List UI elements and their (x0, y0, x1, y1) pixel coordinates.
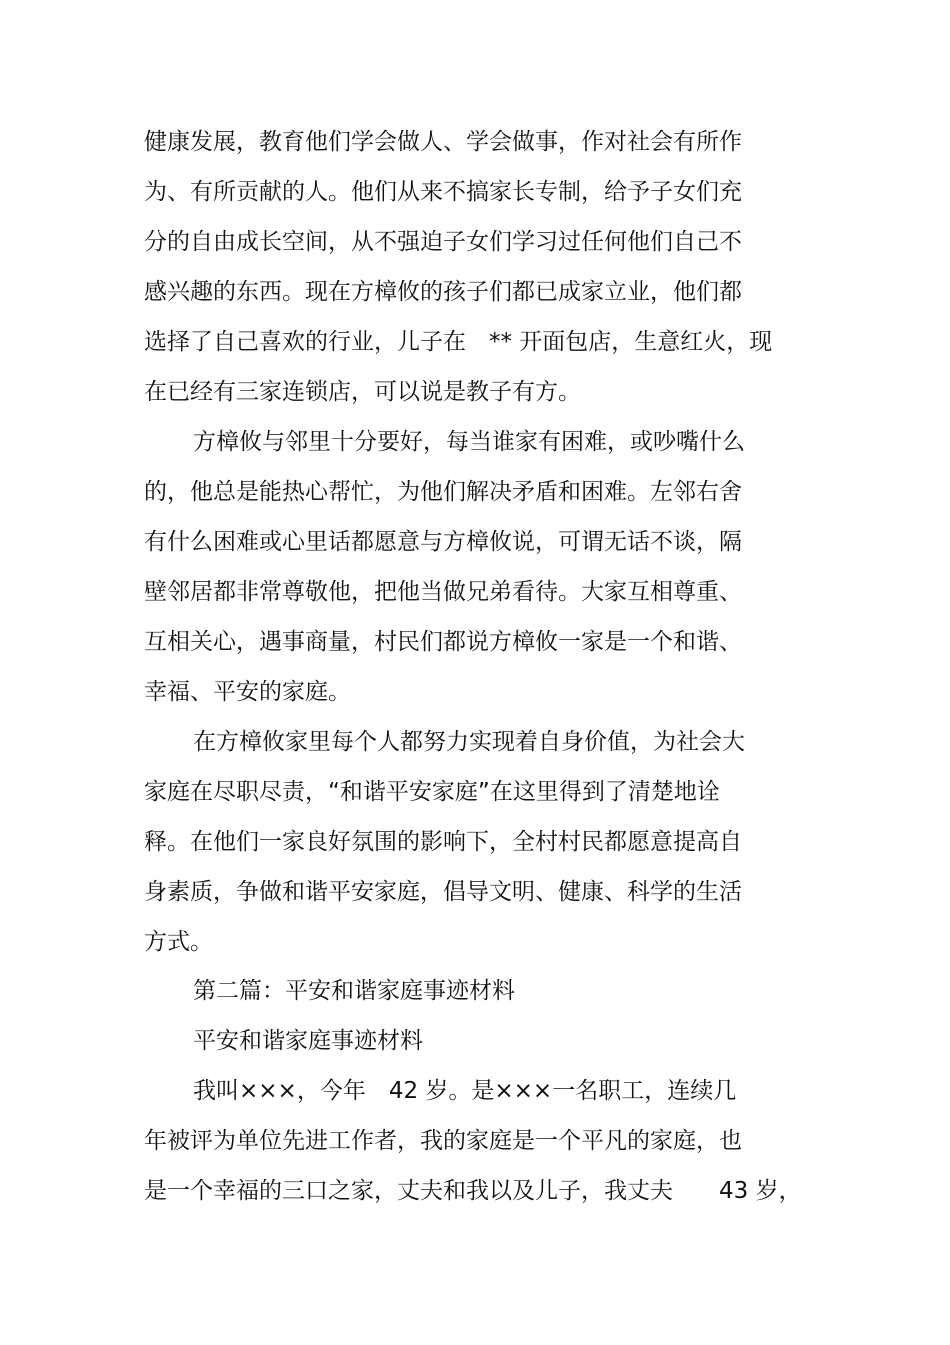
text-line: 身素质，争做和谐平安家庭，倡导文明、健康、科学的生活 (144, 879, 742, 905)
text-line: 幸福、平安的家庭。 (144, 679, 351, 705)
text-line: 选择了自己喜欢的行业，儿子在 ** 开面包店，生意红火，现 (144, 329, 773, 355)
text-line: 壁邻居都非常尊敬他，把他当做兄弟看待。大家互相尊重、 (144, 579, 742, 605)
text-line: 家庭在尽职尽责，“和谐平安家庭”在这里得到了清楚地诠 (144, 779, 720, 805)
text-line: 有什么困难或心里话都愿意与方樟攸说，可谓无话不谈，隔 (144, 529, 742, 555)
text-line: 分的自由成长空间，从不强迫子女们学习过任何他们自己不 (144, 229, 742, 255)
text-line: 在已经有三家连锁店，可以说是教子有方。 (144, 379, 581, 405)
text-line: 释。在他们一家良好氛围的影响下，全村村民都愿意提高自 (144, 829, 742, 855)
section-title: 平安和谐家庭事迹材料 (193, 1028, 423, 1054)
section-heading: 第二篇：平安和谐家庭事迹材料 (193, 978, 515, 1004)
text-line: 是一个幸福的三口之家，丈夫和我以及儿子，我丈夫 43 岁， (144, 1178, 802, 1204)
text-line: 互相关心，遇事商量，村民们都说方樟攸一家是一个和谐、 (144, 629, 742, 655)
text-line: 为、有所贡献的人。他们从来不搞家长专制，给予子女们充 (144, 179, 742, 205)
paragraph-start-line: 在方樟攸家里每个人都努力实现着自身价值，为社会大 (193, 729, 745, 755)
text-line: 感兴趣的东西。现在方樟攸的孩子们都已成家立业，他们都 (144, 279, 742, 305)
text-line: 方式。 (144, 929, 213, 955)
text-line: 年被评为单位先进工作者，我的家庭是一个平凡的家庭，也 (144, 1128, 742, 1154)
text-line: 的，他总是能热心帮忙，为他们解决矛盾和困难。左邻右舍 (144, 479, 742, 505)
paragraph-start-line: 我叫×××，今年 42 岁。是×××一名职工，连续几 (193, 1078, 737, 1104)
text-line: 健康发展，教育他们学会做人、学会做事，作对社会有所作 (144, 129, 742, 155)
paragraph-start-line: 方樟攸与邻里十分要好，每当谁家有困难，或吵嘴什么 (193, 429, 745, 455)
